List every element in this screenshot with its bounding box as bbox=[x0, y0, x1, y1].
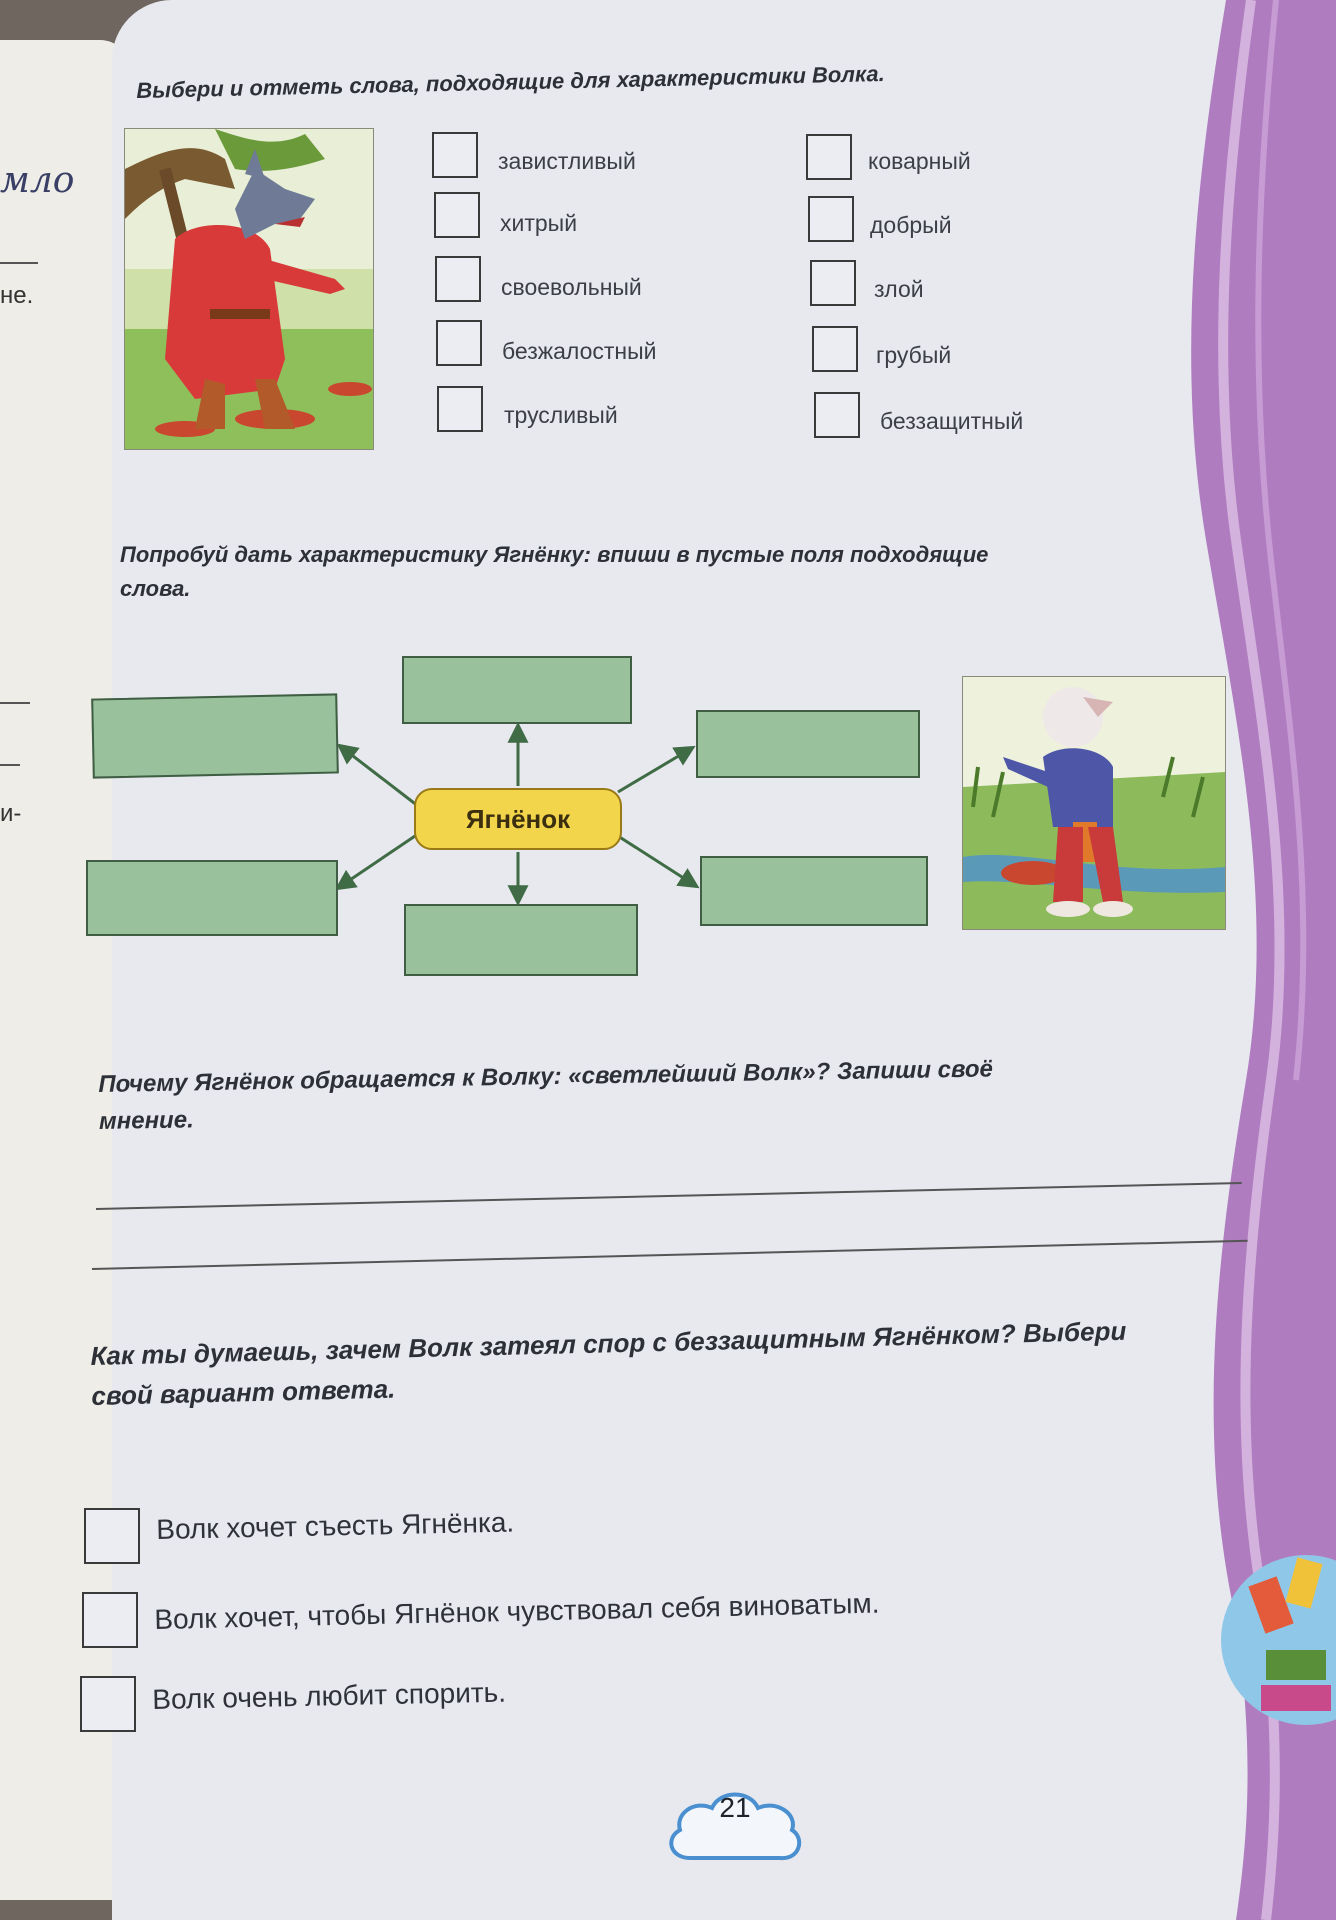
answer-field-lower-right[interactable] bbox=[700, 856, 928, 926]
writing-line[interactable] bbox=[96, 1182, 1242, 1210]
section4-heading-line: свой вариант ответа. bbox=[91, 1373, 396, 1412]
section2-heading-line: слова. bbox=[120, 576, 191, 602]
checkbox-bezzashchitnyy[interactable] bbox=[814, 392, 860, 438]
page-number: 21 bbox=[719, 1792, 751, 1823]
option-label: трусливый bbox=[504, 402, 618, 428]
option-label: безжалостный bbox=[502, 338, 657, 364]
answer-field-top[interactable] bbox=[402, 656, 632, 724]
section3-heading-line: Почему Ягнёнок обращается к Волку: «светлейший Волк»? Запиши своё bbox=[98, 1055, 994, 1098]
option-label: своевольный bbox=[501, 274, 642, 300]
option-label: грубый bbox=[876, 342, 952, 368]
section4-heading-line: Как ты думаешь, зачем Волк затеял спор с беззащитным Ягнёнком? Выбери bbox=[90, 1315, 1127, 1371]
wolf-illustration bbox=[124, 128, 374, 450]
option-label: добрый bbox=[870, 212, 952, 238]
section4-heading bbox=[90, 1307, 1292, 1417]
checkbox-dobryy[interactable] bbox=[808, 196, 854, 242]
option-label: беззащитный bbox=[880, 408, 1024, 434]
answer-checkbox-2[interactable] bbox=[82, 1592, 138, 1648]
option-label: хитрый bbox=[500, 210, 578, 236]
left-page-text-fragment: не. bbox=[0, 282, 34, 309]
checkbox-svoevolnyy[interactable] bbox=[435, 256, 481, 302]
left-page-text-fragment: и- bbox=[0, 800, 22, 827]
left-page-script-text: мло bbox=[0, 160, 75, 201]
section3-heading-line: мнение. bbox=[98, 1106, 194, 1136]
left-page-line bbox=[0, 262, 38, 264]
option-label: злой bbox=[874, 276, 924, 302]
answer-label: Волк очень любит спорить. bbox=[152, 1676, 507, 1715]
left-page-line bbox=[0, 764, 20, 766]
books-decoration-icon bbox=[1216, 1520, 1336, 1780]
left-page-line bbox=[0, 702, 30, 704]
section1-heading: Выбери и отметь слова, подходящие для характеристики Волка. bbox=[136, 61, 885, 103]
option-label: коварный bbox=[868, 148, 971, 174]
answer-label: Волк хочет съесть Ягнёнка. bbox=[156, 1506, 515, 1545]
section2-heading-line: Попробуй дать характеристику Ягнёнку: впиши в пустые поля подходящие bbox=[120, 542, 989, 567]
checkbox-grubyy[interactable] bbox=[812, 326, 858, 372]
answer-field-lower-left[interactable] bbox=[86, 860, 338, 936]
checkbox-bezzhalostnyy[interactable] bbox=[436, 320, 482, 366]
answer-checkbox-3[interactable] bbox=[80, 1676, 136, 1732]
section2-heading bbox=[120, 538, 1220, 606]
section3-heading bbox=[98, 1045, 1279, 1140]
lamb-illustration bbox=[962, 676, 1226, 930]
answer-field-upper-left[interactable] bbox=[91, 693, 339, 778]
center-node-lamb: Ягнёнок bbox=[414, 788, 622, 850]
checkbox-truslivyy[interactable] bbox=[437, 386, 483, 432]
answer-label: Волк хочет, чтобы Ягнёнок чувствовал себя виноватым. bbox=[154, 1587, 880, 1635]
answer-field-bottom[interactable] bbox=[404, 904, 638, 976]
checkbox-khitryy[interactable] bbox=[434, 192, 480, 238]
writing-line[interactable] bbox=[92, 1240, 1248, 1270]
checkbox-kovarnyy[interactable] bbox=[806, 134, 852, 180]
workbook-page bbox=[90, 0, 1336, 1920]
answer-field-upper-right[interactable] bbox=[696, 710, 920, 778]
answer-checkbox-1[interactable] bbox=[84, 1508, 140, 1564]
option-label: завистливый bbox=[498, 148, 636, 174]
checkbox-zavistlivyy[interactable] bbox=[432, 132, 478, 178]
checkbox-zloy[interactable] bbox=[810, 260, 856, 306]
